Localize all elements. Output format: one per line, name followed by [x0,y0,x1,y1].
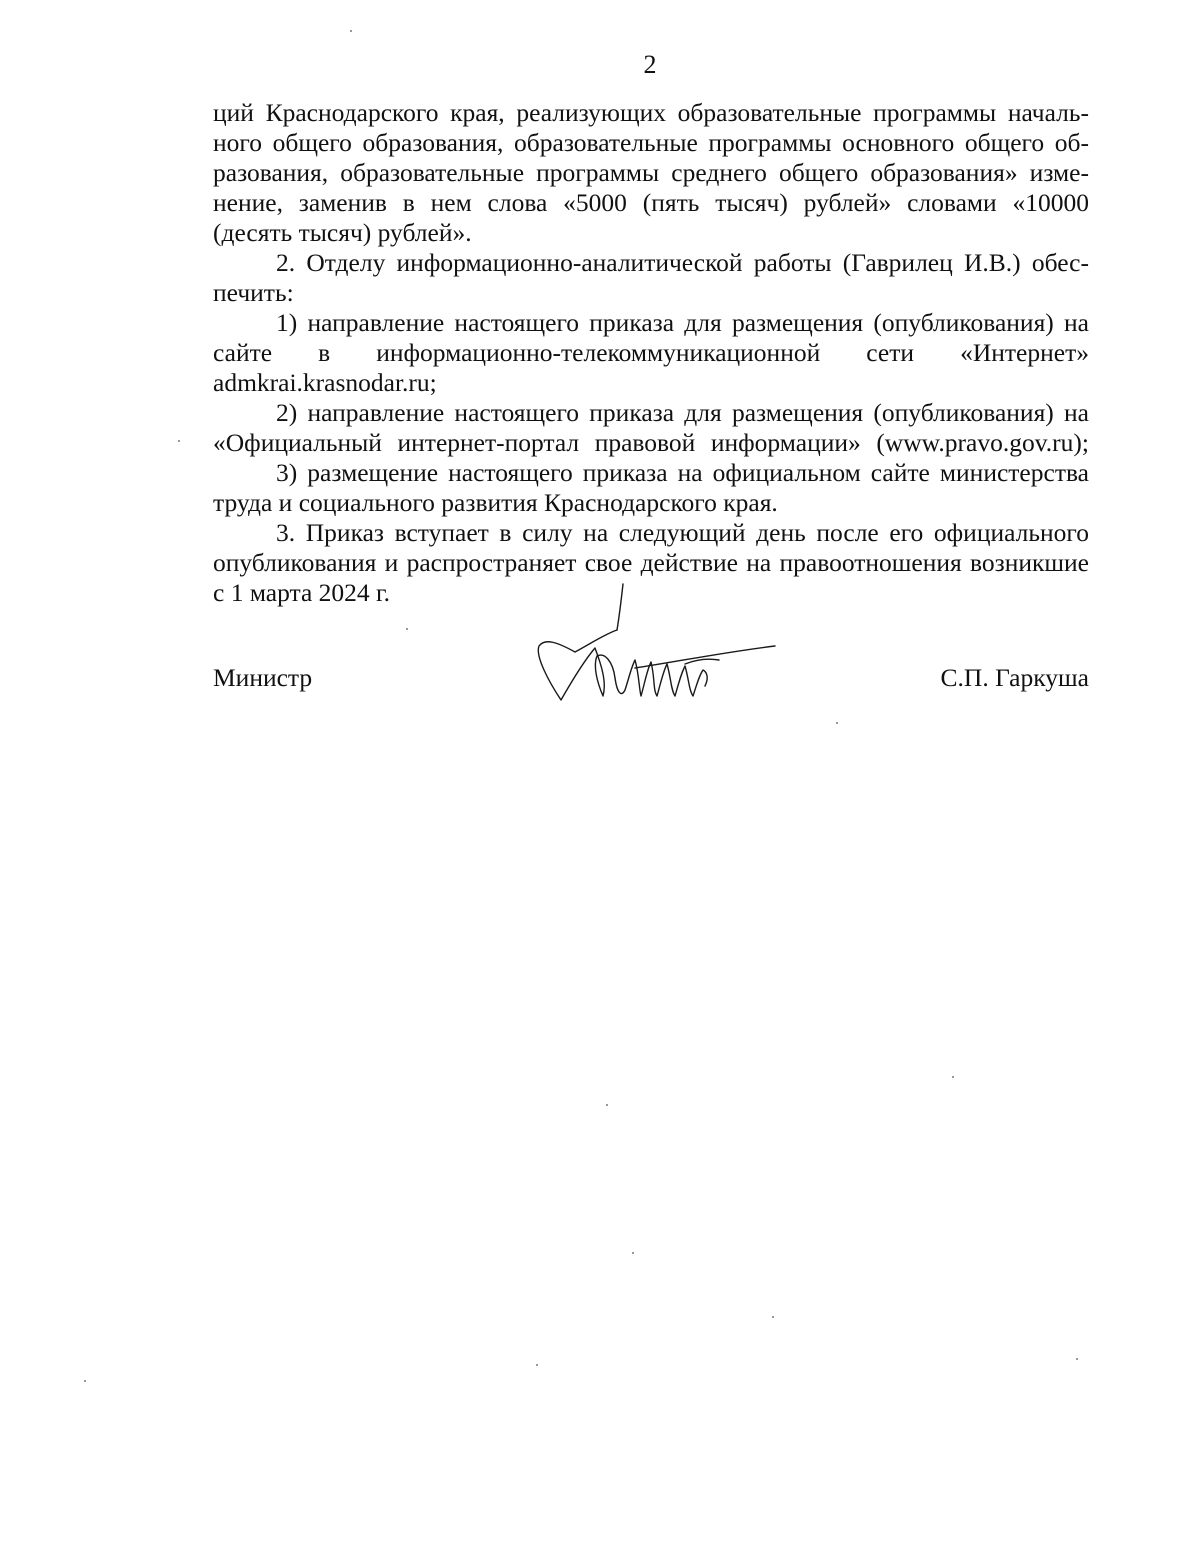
paragraph-subitem-1 [213,308,1089,398]
text-line: «Официальный интернет-портал правовой информации» (www.pravo.gov.ru); [213,428,1089,457]
paragraph-amendment-continuation [213,98,1089,248]
handwritten-signature [535,582,785,712]
text-line: admkrai.krasnodar.ru; [213,368,437,397]
scan-speck [350,30,352,32]
text-line: ций Краснодарского края, реализующих образовательные программы началь- [213,98,1089,127]
paragraph-subitem-2 [213,398,1089,458]
text-line: 3) размещение настоящего приказа на официальном сайте министерства [276,458,1089,487]
signer-position: Министр [213,663,313,692]
page-number: 2 [643,50,657,79]
scan-speck [632,1252,634,1254]
text-line: 2) направление настоящего приказа для размещения (опубликования) на [276,398,1089,427]
scan-speck [952,1076,954,1078]
text-line: ного общего образования, образовательные программы основного общего об- [213,128,1089,157]
scan-speck [406,628,408,630]
document-body [213,98,1089,608]
scan-speck [772,1316,774,1318]
paragraph-subitem-3 [213,458,1089,518]
text-line: нение, заменив в нем слова «5000 (пять тысяч) рублей» словами «10000 [213,188,1089,217]
scan-speck [606,1104,608,1106]
text-line: печить: [213,278,294,307]
paragraph-item-2 [213,248,1089,308]
signer-name: С.П. Гаркуша [940,663,1089,692]
text-line: опубликования и распространяет свое действие на правоотношения возникшие [213,548,1089,577]
text-line: сайте в информационно-телекоммуникационной сети «Интернет» [213,338,1089,367]
text-line: разования, образовательные программы среднего общего образования» изме- [213,158,1089,187]
scan-speck [178,440,180,442]
text-line: труда и социального развития Краснодарского края. [213,488,778,517]
text-line: 2. Отделу информационно-аналитической работы (Гаврилец И.В.) обес- [276,248,1089,277]
scan-speck [84,1380,86,1382]
text-line: (десять тысяч) рублей». [213,218,472,247]
text-line: 1) направление настоящего приказа для размещения (опубликования) на [276,308,1089,337]
scan-speck [536,1364,538,1366]
scan-speck [836,722,838,724]
text-line: 3. Приказ вступает в силу на следующий день после его официального [276,518,1089,547]
text-line: с 1 марта 2024 г. [213,578,390,607]
scan-speck [1076,1358,1078,1360]
